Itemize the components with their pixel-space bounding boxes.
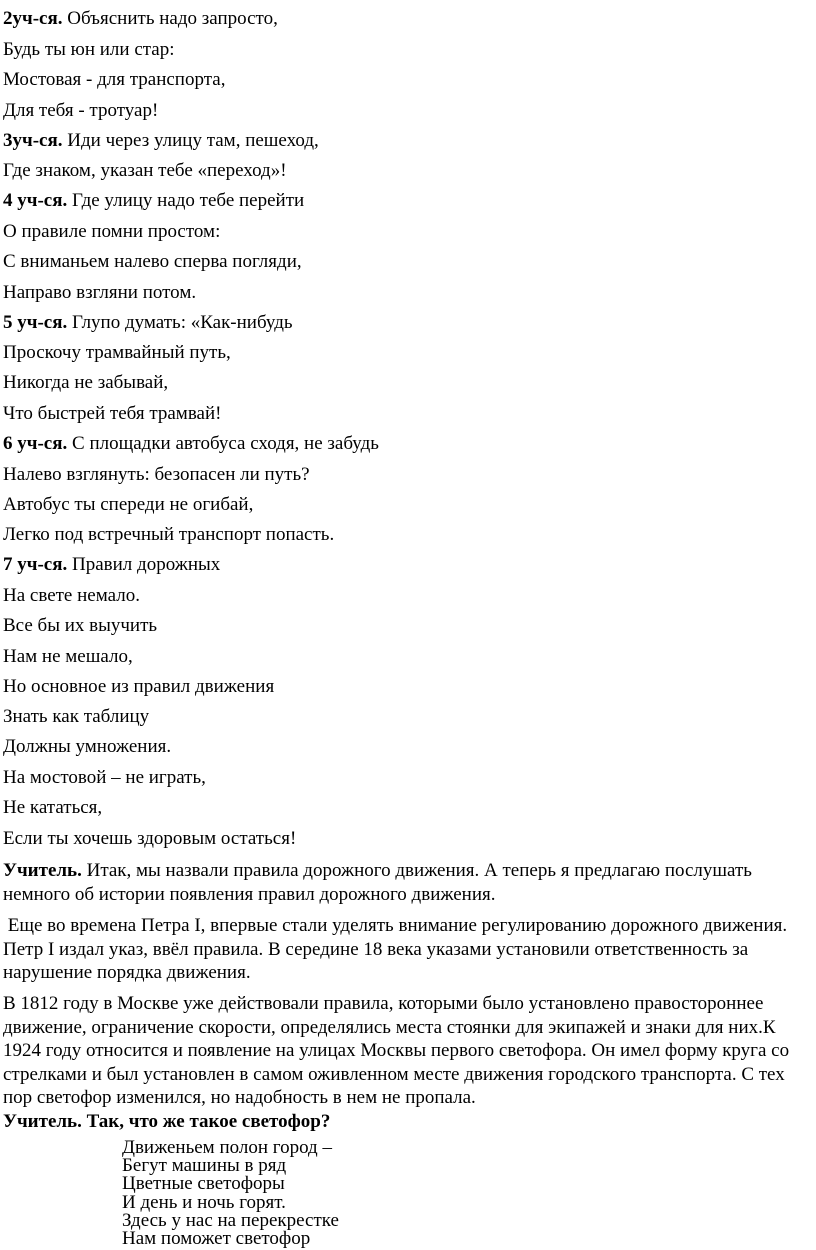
verse-line: 7 уч-ся. Правил дорожных [3,554,221,575]
verse-line: Никогда не забывай, [3,372,169,393]
verse-line: Автобус ты спереди не огибай, [3,494,254,515]
verse-line: О правиле помни простом: [3,221,221,242]
poem-line: Движеньем полон город – [122,1137,332,1158]
history-paragraph-1812: В 1812 году в Москве уже действовали правила, которыми было установлено правостороннее движение, ограничение скорости, определялись места стоянки для экипажей и знаки для них.К 1924 году относится и появление на улицах Москвы первого светофора. Он имел форму круга со стрелками и был установлен в самом оживленном месте движения городского транспорта. С тех пор светофор изменился, но надобность в нем не пропала. [3,993,790,1108]
poem-line: Бегут машины в ряд [122,1155,287,1177]
verse-line: Легко под встречный транспорт попасть. [3,524,335,545]
verse-line: Не кататься, [3,797,103,818]
verse-line: 2уч-ся. Объяснить надо запросто, [3,8,278,29]
verse-line: Будь ты юн или стар: [3,39,175,60]
verse-line: Налево взглянуть: безопасен ли путь? [3,464,310,485]
verse-line: Направо взгляни потом. [3,282,197,303]
speaker-label: 4 уч-ся. [3,190,68,211]
teacher-question: Учитель. Так, что же такое светофор? [3,1111,331,1132]
speaker-label: 2уч-ся. [3,8,63,29]
verse-line: Для тебя - тротуар! [3,100,159,121]
verse-line: Но основное из правил движения [3,676,275,697]
poem-line: Нам поможет светофор [122,1227,311,1249]
verse-line: Проскочу трамвайный путь, [3,342,231,363]
verse-line: На мостовой – не играть, [3,767,206,788]
verse-line: Если ты хочешь здоровым остаться! [3,828,297,849]
verse-line: 4 уч-ся. Где улицу надо тебе перейти [3,190,305,211]
verse-line: 6 уч-ся. С площадки автобуса сходя, не забудь [3,433,379,454]
speaker-label: 3уч-ся. [3,130,63,151]
speaker-label: Учитель. [3,860,82,881]
teacher-paragraph: Учитель. Итак, мы назвали правила дорожного движения. А теперь я предлагаю послушать немного об истории появления правил дорожного движения. [3,860,752,905]
verse-line: 5 уч-ся. Глупо думать: «Как-нибудь [3,312,293,333]
verse-line: Должны умножения. [3,736,172,757]
verse-line: Нам не мешало, [3,646,133,667]
verse-line: Знать как таблицу [3,706,150,727]
verse-line: Все бы их выучить [3,615,158,636]
history-paragraph-petr: Еще во времена Петра I, впервые стали уделять внимание регулированию дорожного движения. Петр I издал указ, ввёл правила. В середине 18 века указами установили ответственность за нарушение порядка движения. [3,915,792,983]
poem-line: Здесь у нас на перекрестке [122,1209,339,1231]
speaker-label: 7 уч-ся. [3,554,68,575]
speaker-label: 5 уч-ся. [3,312,68,333]
verse-line: С вниманьем налево сперва погляди, [3,251,302,272]
verse-line: Что быстрей тебя трамвай! [3,403,222,424]
verse-line: Где знаком, указан тебе «переход»! [3,160,287,181]
verse-line: Мостовая - для транспорта, [3,69,226,90]
poem-line: Цветные светофоры [122,1173,285,1195]
poem-line: И день и ночь горят. [122,1191,286,1213]
verse-line: На свете немало. [3,585,140,606]
verse-line: 3уч-ся. Иди через улицу там, пешеход, [3,130,319,151]
speaker-label: 6 уч-ся. [3,433,68,454]
